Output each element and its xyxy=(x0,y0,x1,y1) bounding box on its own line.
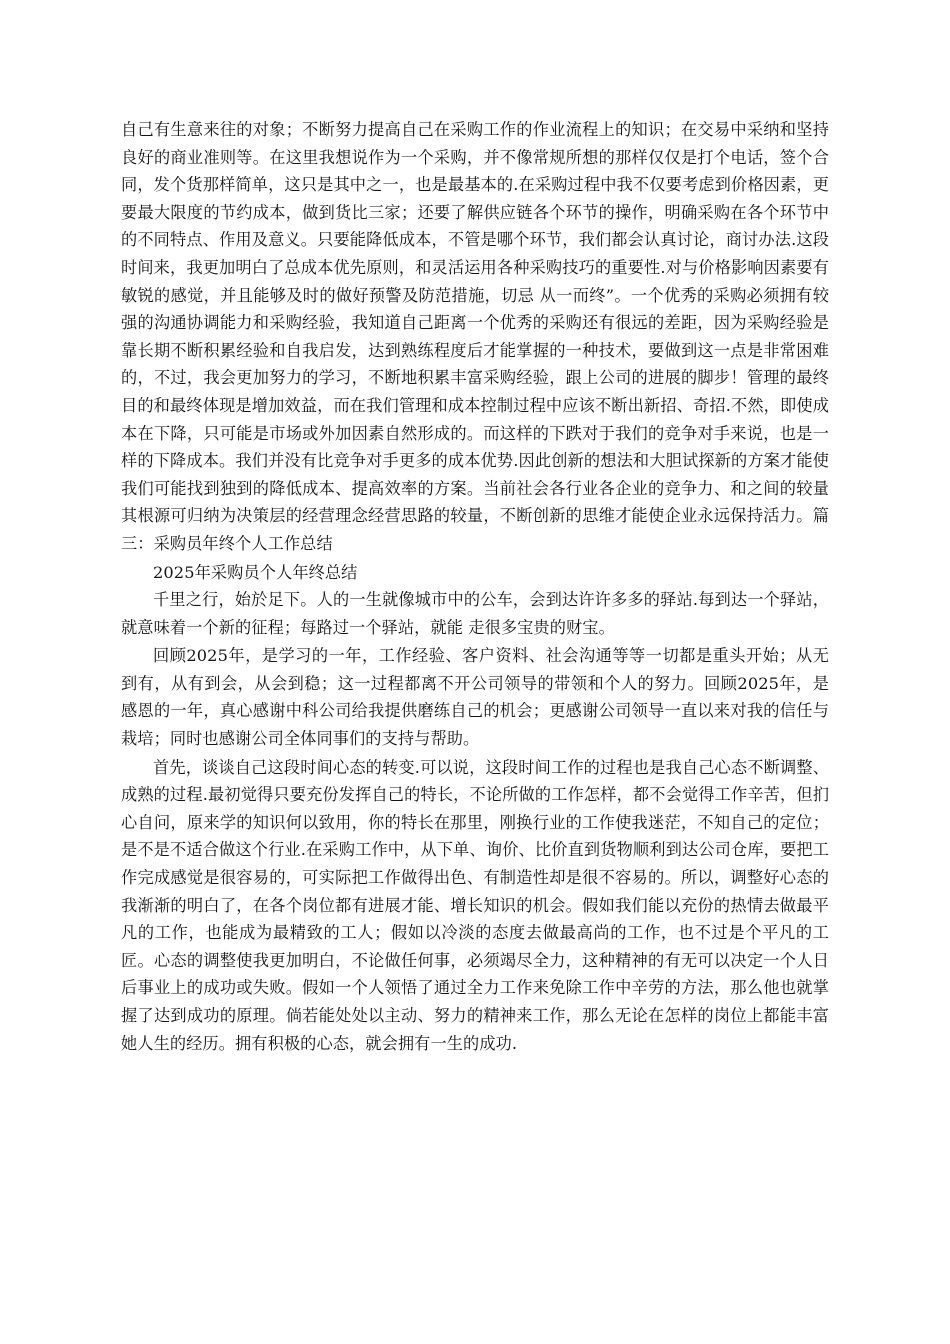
paragraph-2: 千里之行，始於足下。人的一生就像城市中的公车，会到达许许多多的驿站.每到达一个驿站，就意味着一个新的征程；每路过一个驿站，就能 走很多宝贵的财宝。 xyxy=(121,590,829,637)
section-heading: 2025年采购员个人年终总结 xyxy=(153,562,358,582)
paragraph-3: 回顾2025年，是学习的一年，工作经验、客户资料、社会沟通等等一切都是重头开始；从无到有，从有到会，从会到稳；这一过程都离不开公司领导的带领和个人的努力。回顾2025年，是感恩的一年，真心感谢中科公司给我提供磨练自己的机会；更感谢公司领导一直以来对我的信任与栽培；同时也感谢公司全体同事们的支持与帮助。 xyxy=(121,646,829,749)
paragraph-4: 首先，谈谈自己这段时间心态的转变.可以说，这段时间工作的过程也是我自己心态不断调整、成熟的过程.最初觉得只要充份发挥自己的特长，不论所做的工作怎样，都不会觉得工作辛苦，但扪心自问，原来学的知识何以致用，你的特长在那里，刚换行业的工作使我迷茫，不知自己的定位；是不是不适合做这个行业.在采购工作中，从下单、询价、比价直到货物顺利到达公司仓库，要把工作完成感觉是很容易的，可实际把工作做得出色、有制造性却是很不容易的。所以，调整好心态的我渐渐的明白了，在各个岗位都有进展才能、增长知识的机会。假如我们能以充份的热情去做最平凡的工作，也能成为最精致的工人；假如以冷淡的态度去做最高尚的工作，也不过是个平凡的工匠。心态的调整使我更加明白，不论做任何事，必须竭尽全力，这种精神的有无可以决定一个人日后事业上的成功或失败。假如一个人领悟了通过全力工作来免除工作中辛劳的方法，那么他也就掌握了达到成功的原理。倘若能处处以主动、努力的精神来工作，那么无论在怎样的岗位上都能丰富她人生的经历。拥有积极的心态，就会拥有一生的成功. xyxy=(121,757,829,1053)
paragraph-1: 自己有生意来往的对象；不断努力提高自己在采购工作的作业流程上的知识；在交易中采纳和坚持良好的商业准则等。在这里我想说作为一个采购，并不像常规所想的那样仅仅是打个电话，签个合同，发个货那样简单，这只是其中之一，也是最基本的.在采购过程中我不仅要考虑到价格因素，更要最大限度的节约成本，做到货比三家；还要了解供应链各个环节的操作，明确采购在各个环节中的不同特点、作用及意义。只要能降低成本，不管是哪个环节，我们都会认真讨论，商讨办法.这段时间来，我更加明白了总成本优先原则，和灵活运用各种采购技巧的重要性.对与价格影响因素要有敏锐的感觉，并且能够及时的做好预警及防范措施，切忌 从一而终”。一个优秀的采购必须拥有较强的沟通协调能力和采购经验，我知道自己距离一个优秀的采购还有很远的差距，因为采购经验是靠长期不断积累经验和自我启发，达到熟练程度后才能掌握的一种技术，要做到这一点是非常困难的，不过，我会更加努力的学习，不断地积累丰富采购经验，跟上公司的进展的脚步！管理的最终目的和最终体现是增加效益，而在我们管理和成本控制过程中应该不断出新招、奇招.不然，即使成本在下降，只可能是市场或外加因素自然形成的。而这样的下跌对于我们的竞争对手来说，也是一样的下降成本。我们并没有比竞争对手更多的成本优势.因此创新的想法和大胆试探新的方案才能使我们可能找到独到的降低成本、提高效率的方案。当前社会各行业各企业的竞争力、和之间的较量其根源可归纳为决策层的经营理念经营思路的较量，不断创新的思维才能使企业永远保持活力。篇三：采购员年终个人工作总结 xyxy=(121,120,829,553)
document-page xyxy=(121,116,829,1057)
